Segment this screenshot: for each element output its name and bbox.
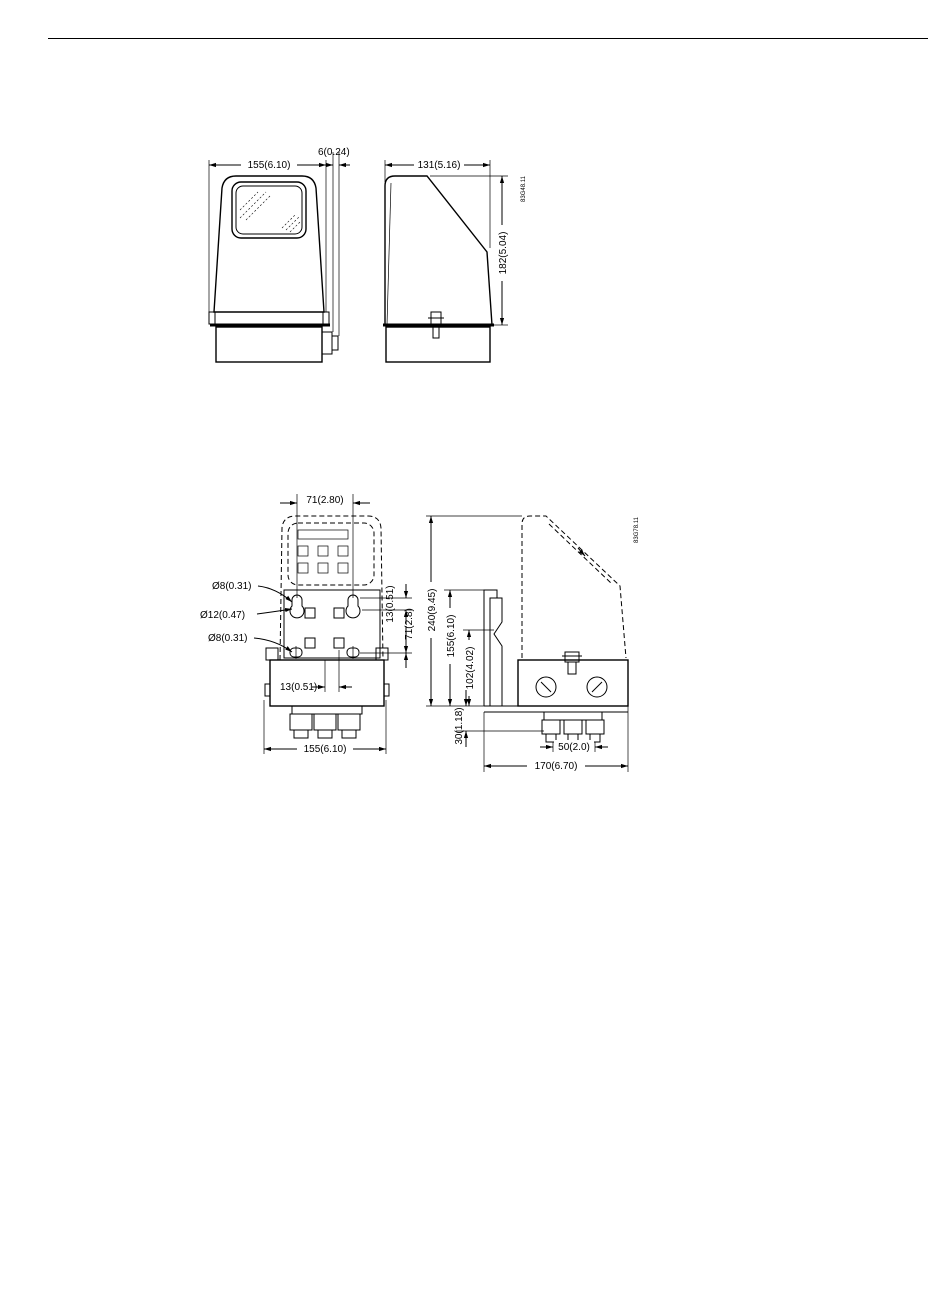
label-hole-large: Ø12(0.47) (200, 610, 246, 621)
figure1-front-view (209, 147, 350, 362)
figure2-front-view (200, 494, 415, 755)
dim-bottom-offset: 13(0.51) (280, 682, 318, 693)
dim-top-offset: 13(0.51) (385, 585, 396, 623)
figure1-side-view (383, 158, 527, 362)
dim-base-width: 155(6.10) (303, 744, 347, 755)
dim-width: 155(6.10) (247, 160, 291, 171)
dim-mid-height: 102(4.02) (465, 646, 476, 690)
dim-gland-spacing: 50(2.0) (558, 742, 590, 753)
dim-hole-spacing: 71(2.80) (306, 495, 344, 506)
dim-total-depth: 170(6.70) (534, 761, 578, 772)
dim-bracket-height: 155(6.10) (446, 614, 457, 658)
drawing-code-1: 83G48.11 (521, 176, 527, 202)
dim-gland-height: 30(1.18) (454, 707, 465, 745)
drawing-code-2: 83G78.11 (634, 517, 640, 543)
label-hole-top: Ø8(0.31) (212, 581, 252, 592)
dim-hole-vertical: 71(2.8) (404, 608, 415, 640)
dim-height: 182(5.04) (498, 231, 509, 275)
dim-total-height: 240(9.45) (427, 588, 438, 632)
figure2-side-view (425, 516, 640, 772)
dim-offset: 6(0.24) (318, 147, 350, 158)
dim-depth: 131(5.16) (417, 160, 461, 171)
label-hole-bottom: Ø8(0.31) (208, 633, 248, 644)
